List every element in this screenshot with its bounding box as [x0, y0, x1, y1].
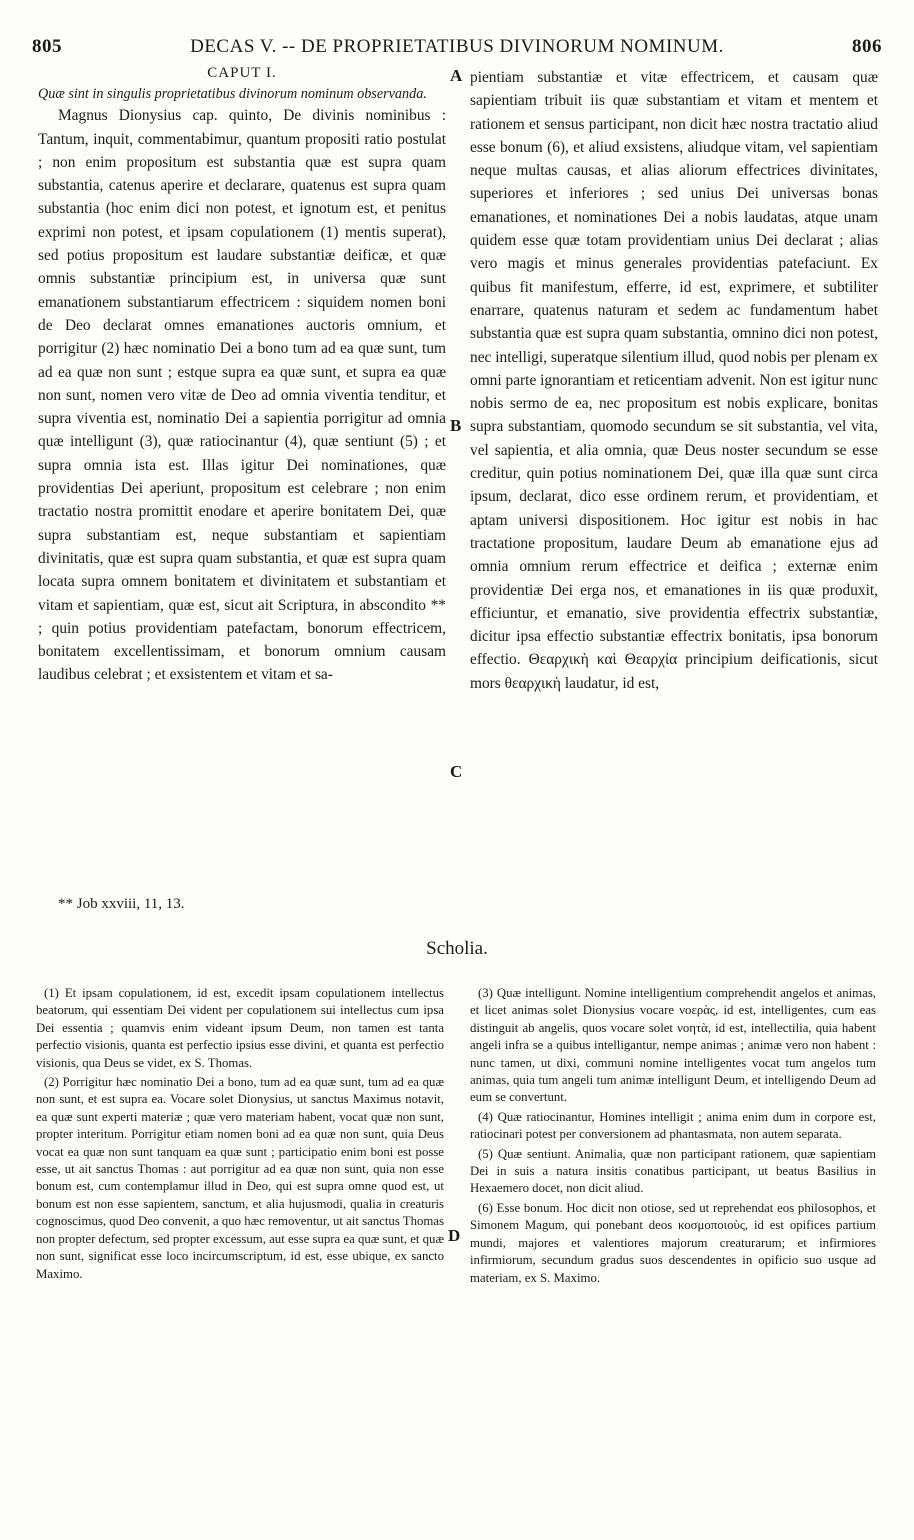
running-title: DECAS V. -- DE PROPRIETATIBUS DIVINORUM NOMINUM. [190, 36, 724, 57]
scholium-6: (6) Esse bonum. Hoc dicit non otiose, sed ut reprehendat eos philosophos, et Simonem Magum, qui ponebant deos κοσμοποιοὺς, id est opifices partium mundi, majores et valentiores majorum creaturarum; et infirmiores infirmiorum, secundum gradus suos descendentes in opificio suo usque ad materiam, ex S. Maximo. [470, 1200, 876, 1285]
margin-letter-c: C [450, 762, 463, 781]
scholium-5: (5) Quæ sentiunt. Animalia, quæ non participant rationem, quæ sapientiam Dei in suis a natura insitis conatibus participant, ut beatus Basilius in Hexaemero docet, non dicit aliud. [470, 1146, 876, 1196]
left-column-text: Magnus Dionysius cap. quinto, De divinis nominibus : Tantum, inquit, commentabimur, quantum propositi ratio postulat ; non enim propositum est substantia quæ est supra quam substantia, catenus aperire et declarare, quatenus est supra quam substantia (hoc enim dici non potest, et ignotum est, et penitus exprimi non potest, et ipsam copulationem (1) mentis superat), sed potius propositum est laudare substantiæ deificæ, et quæ omnis substantiæ principium est, in universa quæ sunt emanationem substantiarum effectricem : siquidem nomen boni de Deo declarat omnes emanationes auctoris omnium, et porrigitur (2) hæc nominatio Dei a bono tum ad ea quæ sunt, tum ad ea quæ non sunt ; estque supra ea quæ sunt, et supra ea quæ non sunt, nomen vero vitæ de Deo ad omnia viventia tenditur, et supra viventia est, nominatio Dei a sapientia porrigitur ad omnia quæ intelligunt (3), quæ ratiocinantur (4), quæ sentiunt (5) ; et supra omnia ista est. Illas igitur Dei nominationes, quæ providentias Dei aperiunt, propositum est celebrare ; non enim tractatio nostra promittit enodare et aperire bonitatem Dei, quæ supra substantiam est, neque substantiam et sapientiam divinitatis, quæ est supra quam substantia, et quæ est supra quam locata supra omnem bonitatem et divinitatem et substantiam et vitam et sapientiam, quæ est, sicut ait Scriptura, in abscondito ** ; quin potius providentiam patefactam, bonorum effectricem, bonitatem excellentissimam, et bonorum omnium causam laudibus celebrat ; et exsistentem et vitam et sa- [38, 107, 446, 684]
chapter-heading: CAPUT I. [207, 65, 277, 81]
scholium-4: (4) Quæ ratiocinantur, Homines intelligit ; anima enim dum in corpore est, ratiocinari potest per conversionem ad phantasmata, non autem separata. [470, 1109, 876, 1142]
chapter-subtitle: Quæ sint in singulis proprietatibus divinorum nominum observanda. [38, 86, 427, 103]
scholium-3: (3) Quæ intelligunt. Nomine intelligentium comprehendit angelos et animas, et licet animas solet Dionysius vocare νοερὰς, id est, intelligentes, cum eas distinguit ab angelis, quos vocare solet νοητὰ, id est, intellectilia, quia habent angeli infra se a quibus intelligantur, nempe animas ; animæ vero non habent : nunc tamen, ut dixi, communi nomine intelligentes vocat tum angelos tum animas, quia tum angeli tum animæ intelligunt Deum, et intelligendo Deum ad eum se convertunt. [470, 986, 876, 1105]
footnote: ** Job xxviii, 11, 13. [58, 896, 185, 912]
margin-letter-a: A [450, 66, 463, 85]
right-column-text: pientiam substantiæ et vitæ effectricem, et causam quæ sapientiam tribuit iis quæ substantiam et vitam et mentem et rationem et sensus participant, non dicit hæc nostra tractatio aliud esse bonum (6), et aliud exsistens, aliudque vitam, vel sapientiam neque multas causas, et alias aliorum effectrices divinitates, superiores et inferiores ; sed unius Dei universas bonas emanationes, et nominationes Dei a nobis laudatas, atque unam quidem esse quæ totam providentiam unius Dei declarat ; alias vero magis et minus generales providentias patefaciunt. Ex quibus fit manifestum, efferre, id est, exprimere, et subtiliter enarrare, quatenus naturam et sedem ac fundamentum habet substantia quæ est supra quam substantia, omnino dici non potest, nec intelligi, superatque silentium illud, quod nobis per plenam ex omni parte ignorantiam et reticentiam advenit. Non est igitur nunc nobis sermo de ea, nec propositum est nobis explicare, bonitas supra substantiam, quomodo secundum se sit substantia, vel vita, vel sapientia, et alia omnia, quæ Deus noster secundum se esse creditur, quin potius nominationem Dei, quæ illa quæ sunt circa ipsum, declarat, dico esse ordinem rerum, et providentiam, et aptam universi dispositionem. Hoc igitur est nobis in hac tractatione propositum, laudare Deum ab emanatione ejus ad omnia omnium rerum effectrice et deifica ; externæ enim providentiæ Dei erga nos, et emanationes in iis quæ produxit, efficiuntur, et emanatio, sive providentia effectrix substantiæ, dicitur ipsa effectio substantiæ effectrix bonitatis, ipsa bonorum effectio. Θεαρχικὴ καὶ Θεαρχία principium deificationis, sicut mors θεαρχικὴ laudatur, id est, [470, 69, 878, 692]
margin-letter-d: D [448, 1226, 461, 1245]
scholia-title: Scholia. [426, 938, 488, 959]
scholia-left-column [36, 985, 444, 1285]
scholium-1: (1) Et ipsam copulationem, id est, excedit ipsam copulationem intellectus beatorum, qui essentiam Dei vident per copulationem sui intellectus cum ipsa Dei essentia ; quamvis enim videant ipsum Deum, non tamen est tanta perfectio visionis, quanta est perfectio ipsius esse divini, et quanta est perfectio visionis, qua Deus se videt, ex S. Thomas. [36, 986, 444, 1070]
page-number-left: 805 [32, 36, 62, 57]
running-head [32, 36, 882, 62]
left-text-column [38, 62, 446, 687]
scholium-2: (2) Porrigitur hæc nominatio Dei a bono, tum ad ea quæ sunt, tum ad ea quæ non sunt, et est supra ea. Vocare solet Dionysius, ut sanctus Maximus notavit, ea quæ sunt experti materiæ ; quæ vero materiam habent, vocat quæ non sunt, propter interitum. Porrigitur etiam nomen boni ad ea quæ non sunt, quia Deus vocat ea quæ non sunt tanquam ea quæ sunt ; participatio enim boni est posse esse, ut ait sanctus Thomas : aut porrigitur ad ea quæ non sunt, quia non esse bonum est, cum contemplamur illud in Deo, qui est supra omne quod est, ut bonum est non esse sapientem, sanctum, et alia hujusmodi, qualia in creaturis cognoscimus, quod Deo convenit, a quo hæc removentur, ut ait sanctus Thomas non propter defectum, sed propter excessum, aut esse supra ea quæ sunt, et quæ non sunt, significat esse loco incircumscriptum, id est, esse ubique, ex sancto Maximo. [36, 1075, 444, 1281]
scholia-right-column [470, 985, 876, 1289]
right-text-column [470, 66, 878, 695]
margin-letter-b: B [450, 416, 462, 435]
page-number-right: 806 [852, 36, 882, 57]
